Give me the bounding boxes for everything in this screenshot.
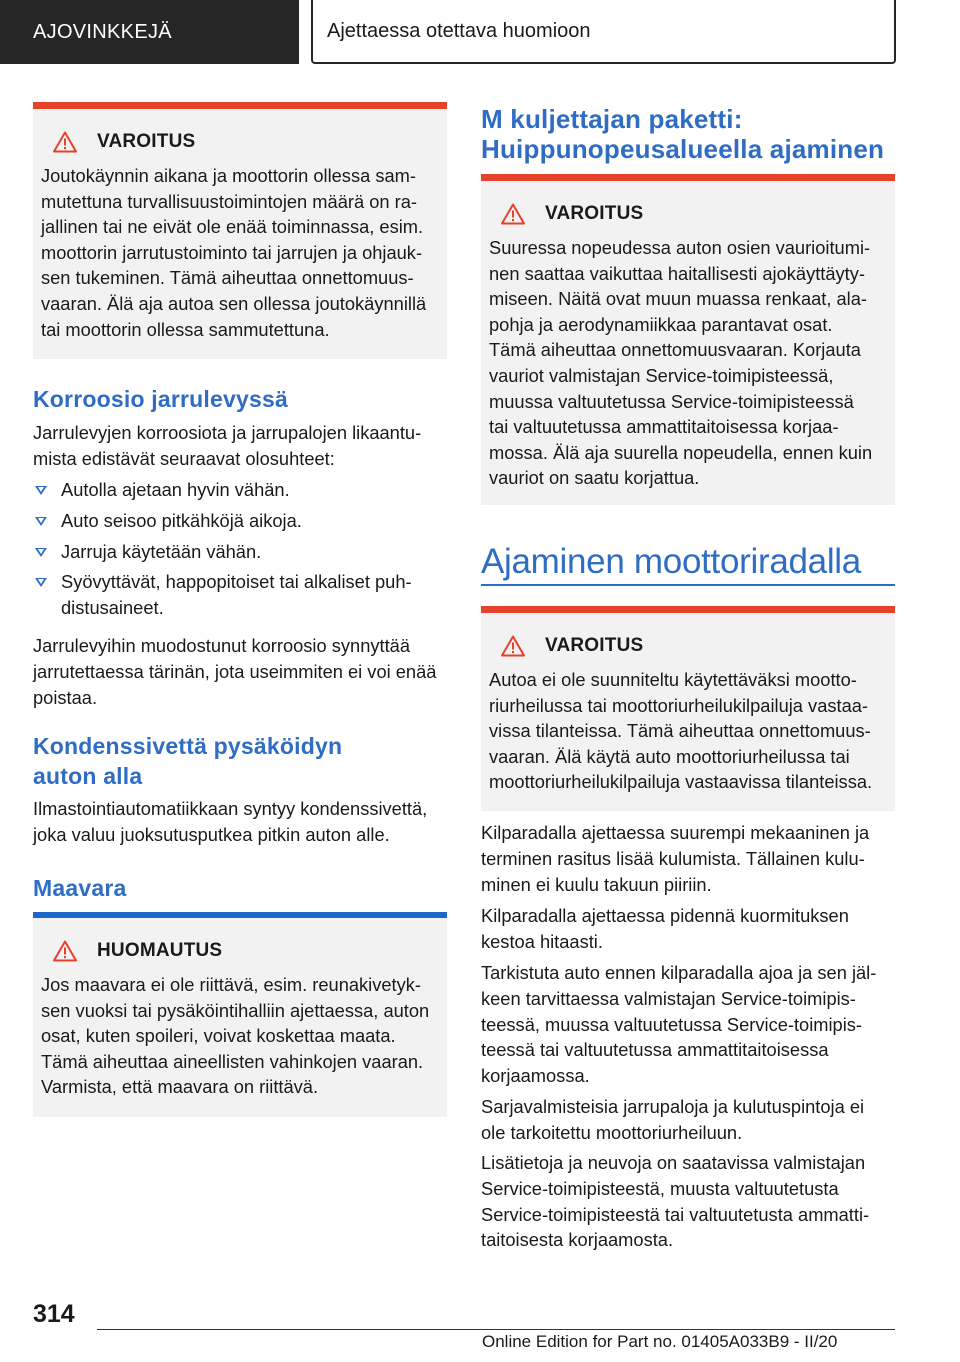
bullet-triangle-icon xyxy=(35,578,47,587)
heading-clearance: Maavara xyxy=(33,875,127,901)
warning-triangle-icon xyxy=(53,940,77,962)
warning-triangle-icon xyxy=(53,131,77,153)
warning-box-idle xyxy=(33,102,447,359)
heading-underline xyxy=(481,584,895,586)
corrosion-intro: Jarrulevyjen korroosiota ja jarrupalojen likaantu- mista edistävät seuraavat olosuhteet: xyxy=(33,422,422,469)
racetrack-paragraph: Tarkistuta auto ennen kilparadalla ajoa ja sen jäl- keen tarvittaessa valmistajan Service-toimipis- teessä, muussa valtuutetussa Service-toimipis- teessä tai valtuutetussa ammattitaitoisessa korjaamossa. xyxy=(481,962,877,1087)
page-number: 314 xyxy=(33,1300,75,1328)
list-item: Auto seisoo pitkähköjä aikoja. xyxy=(33,508,447,534)
racetrack-paragraph: Kilparadalla ajettaessa suurempi mekaaninen ja terminen rasitus lisää kulumista. Tällainen kulu- minen ei kuulu takuun piiriin. xyxy=(481,822,870,895)
chapter-title: Ajettaessa otettava huomioon xyxy=(327,19,591,42)
warning-box-speed xyxy=(481,174,895,505)
edition-info: Online Edition for Part no. 01405A033B9 - II/20 xyxy=(482,1332,838,1351)
notice-box-clearance xyxy=(33,918,447,1117)
racetrack-paragraph: Lisätietoja ja neuvoja on saatavissa valmistajan Service-toimipisteestä, muusta valtuutetusta Service-toimipisteestä tai valtuutetusta ammatti- taitoisesta korjaamosta. xyxy=(481,1152,870,1251)
heading-racetrack: Ajaminen moottoriradalla xyxy=(481,542,861,581)
warning-text: Joutokäynnin aikana ja moottorin ollessa sam- mutettuna turvallisuustoimintojen määrä on ra- jallinen tai ne eivät ole enää toiminnassa, esim. moottorin jarrutustoiminto tai jarrujen ja ohjauk- sen tukeminen. Tämä aiheuttaa onnettomuus- vaaran. Älä aja autoa sen ollessa joutokäynnillä tai moottorin ollessa sammutettuna. xyxy=(41,165,427,340)
corrosion-list xyxy=(33,477,447,626)
warning-triangle-icon xyxy=(501,203,525,225)
heading-condensation: Kondenssivettä pysäköidyn auton alla xyxy=(33,733,343,789)
heading-corrosion: Korroosio jarrulevyssä xyxy=(33,386,288,412)
bullet-triangle-icon xyxy=(35,548,47,557)
warning-title: VAROITUS xyxy=(501,635,887,657)
chapter-tab xyxy=(311,0,896,64)
section-title: AJOVINKKEJÄ xyxy=(33,20,172,43)
list-item: Autolla ajetaan hyvin vähän. xyxy=(33,477,447,503)
list-item: Jarruja käytetään vähän. xyxy=(33,539,447,565)
condensation-text: Ilmastointiautomatiikkaan syntyy kondenssivettä, joka valuu juoksutusputkea pitkin auton alle. xyxy=(33,798,428,845)
notice-text: Jos maavara ei ole riittävä, esim. reunakivetyk- sen vuoksi tai pysäköintihalliin ajettaessa, auton osat, kuten spoileri, voivat koskettaa maata. Tämä aiheuttaa aineellisten vahinkojen vaaran. Varmista, että maavara on riittävä. xyxy=(41,974,430,1098)
warning-box-racetrack xyxy=(481,606,895,811)
notice-title: HUOMAUTUS xyxy=(53,940,439,962)
racetrack-paragraph: Sarjavalmisteisia jarrupaloja ja kulutuspintoja ei ole tarkoitettu moottoriurheiluun. xyxy=(481,1096,865,1143)
heading-m-package: M kuljettajan paketti: Huippunopeusalueella ajaminen xyxy=(481,104,885,164)
warning-title: VAROITUS xyxy=(53,131,439,153)
warning-triangle-icon xyxy=(501,635,525,657)
bullet-triangle-icon xyxy=(35,517,47,526)
bullet-triangle-icon xyxy=(35,486,47,495)
footer-rule xyxy=(97,1329,895,1330)
section-tab xyxy=(0,0,299,64)
racetrack-paragraph: Kilparadalla ajettaessa pidennä kuormituksen kestoa hitaasti. xyxy=(481,905,849,952)
warning-title: VAROITUS xyxy=(501,203,887,225)
corrosion-outro: Jarrulevyihin muodostunut korroosio synnyttää jarrutettaessa tärinän, jota useimmiten ei voi enää poistaa. xyxy=(33,635,437,708)
list-item: Syövyttävät, happopitoiset tai alkaliset puh- distusaineet. xyxy=(33,569,447,621)
warning-text: Autoa ei ole suunniteltu käytettäväksi mootto- riurheilussa tai moottoriurheilukilpailuja vastaa- vissa tilanteissa. Tämä aiheuttaa onnettomuus- vaaran. Älä käytä auto moottoriurheilussa tai moottoriurheilukilpailuja vastaavissa tilanteissa. xyxy=(489,669,873,793)
warning-text: Suuressa nopeudessa auton osien vaurioitumi- nen saattaa vaikuttaa haitallisesti ajokäyttäyty- miseen. Näitä ovat muun muassa renkaat, ala- pohja ja aerodynamiikkaa parantavat osat. Tämä aiheuttaa onnettomuusvaaran. Korjauta vauriot valmistajan Service-toimipisteessä, muussa valtuutetussa Service-toimipisteessä tai valtuutetussa ammattitaitoisessa korjaa- mossa. Älä aja suurella nopeudella, ennen kuin vauriot on saatu korjattua. xyxy=(489,237,873,489)
